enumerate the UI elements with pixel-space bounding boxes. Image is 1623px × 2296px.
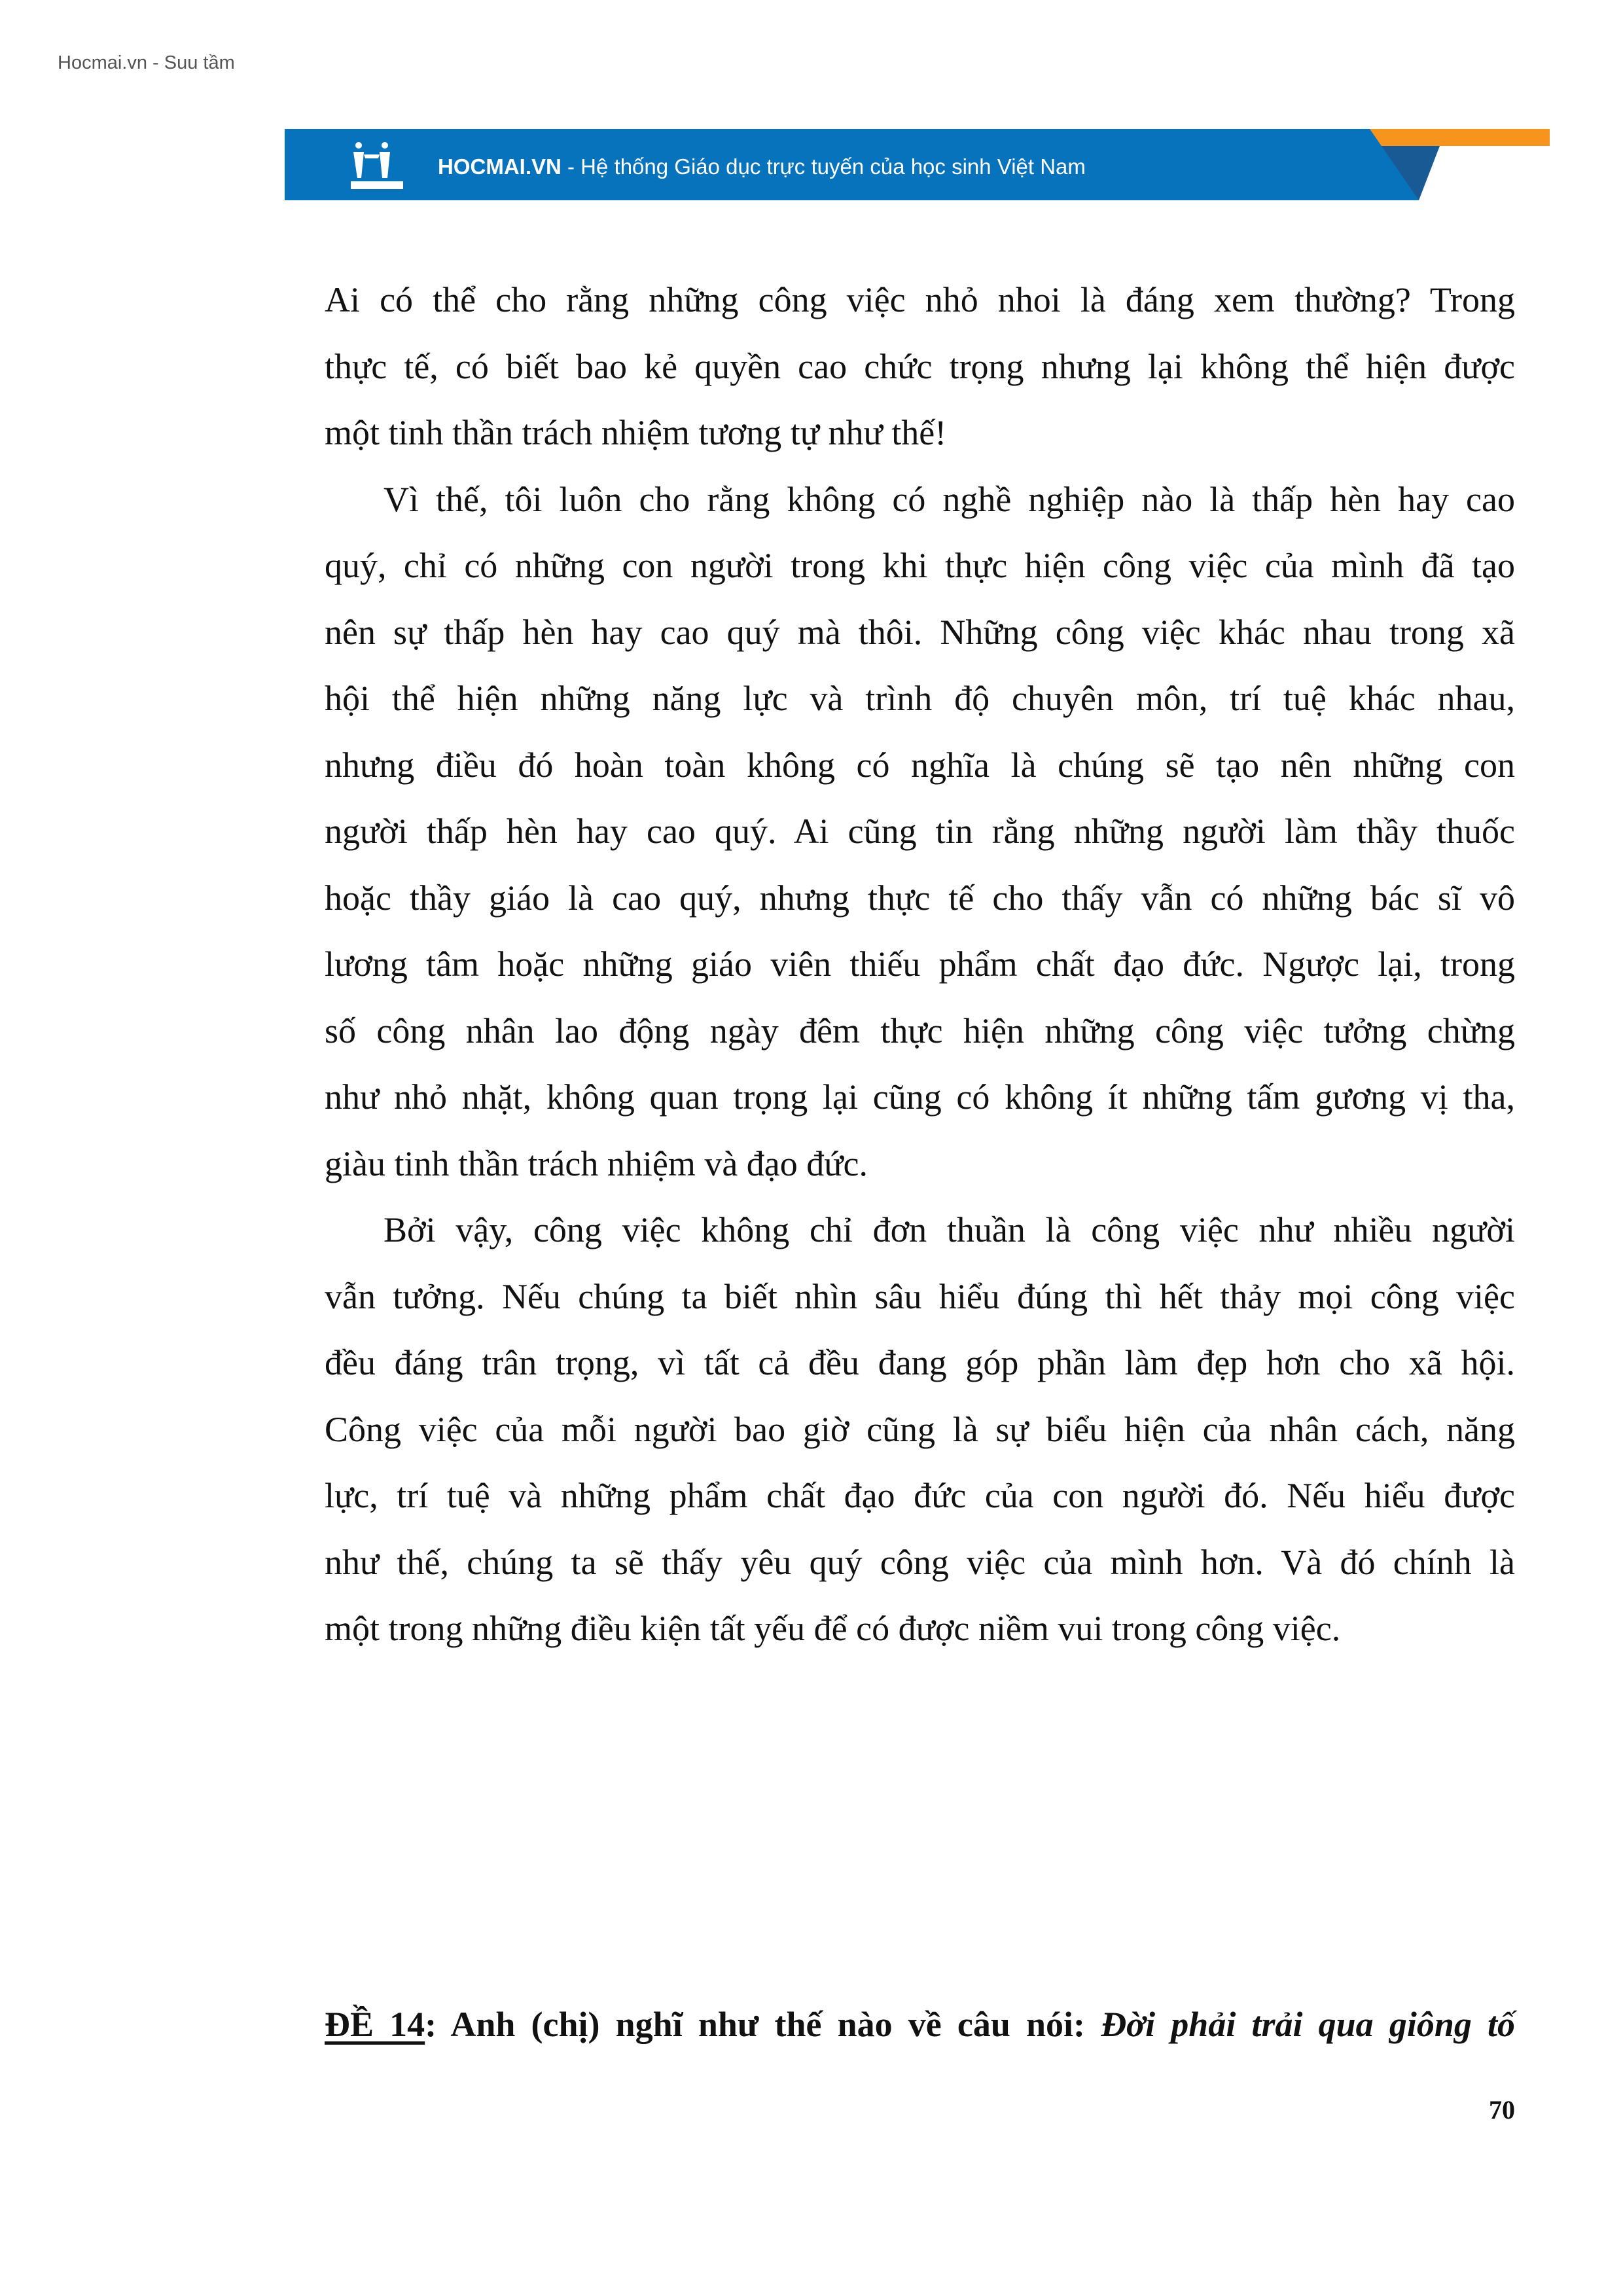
text-line: Ai có thể cho rằng những công việc nhỏ nhoi là đáng xem thường? Trong <box>325 280 1515 319</box>
text-line: hội thể hiện những năng lực và trình độ chuyên môn, trí tuệ khác nhau, <box>325 679 1515 718</box>
text-line: một tinh thần trách nhiệm tương tự như thế! <box>325 413 947 452</box>
heading-quote: Đời phải trải qua giông tố <box>1101 2005 1516 2044</box>
page-number: 70 <box>1489 2095 1515 2125</box>
heading-label: ĐỀ 14 <box>325 2005 425 2044</box>
banner-text <box>438 154 1086 179</box>
text-line: như thế, chúng ta sẽ thấy yêu quý công việc của mình hơn. Và đó chính là <box>325 1542 1515 1582</box>
essay-heading <box>325 1992 1515 2057</box>
text-line: nhưng điều đó hoàn toàn không có nghĩa là chúng sẽ tạo nên những con <box>325 745 1515 785</box>
text-line: hoặc thầy giáo là cao quý, nhưng thực tế cho thấy vẫn có những bác sĩ vô <box>325 878 1515 918</box>
text-line: lương tâm hoặc những giáo viên thiếu phẩm chất đạo đức. Ngược lại, trong <box>325 944 1515 984</box>
banner-tagline: - Hệ thống Giáo dục trực tuyến của học sinh Việt Nam <box>561 154 1086 179</box>
text-line: Bởi vậy, công việc không chỉ đơn thuần là công việc như nhiều người <box>383 1210 1515 1249</box>
text-line: đều đáng trân trọng, vì tất cả đều đang góp phần làm đẹp hơn cho xã hội. <box>325 1343 1515 1382</box>
text-line: Công việc của mỗi người bao giờ cũng là sự biểu hiện của nhân cách, năng <box>325 1409 1515 1449</box>
banner-brand: HOCMAI.VN <box>438 154 562 179</box>
heading-text: : Anh (chị) nghĩ như thế nào về câu nói: <box>425 2005 1101 2044</box>
body-text <box>325 267 1515 1662</box>
banner-orange-stripe <box>1370 129 1550 146</box>
text-line: quý, chỉ có những con người trong khi thực hiện công việc của mình đã tạo <box>325 546 1515 585</box>
text-line: vẫn tưởng. Nếu chúng ta biết nhìn sâu hiểu đúng thì hết thảy mọi công việc <box>325 1276 1515 1316</box>
text-line: nên sự thấp hèn hay cao quý mà thôi. Những công việc khác nhau trong xã <box>325 612 1515 652</box>
source-label: Hocmai.vn - Suu tầm <box>58 52 235 73</box>
text-line: một trong những điều kiện tất yếu để có được niềm vui trong công việc. <box>325 1609 1341 1648</box>
text-line: thực tế, có biết bao kẻ quyền cao chức trọng nhưng lại không thể hiện được <box>325 346 1515 386</box>
text-line: lực, trí tuệ và những phẩm chất đạo đức của con người đó. Nếu hiểu được <box>325 1476 1515 1515</box>
text-line: như nhỏ nhặt, không quan trọng lại cũng có không ít những tấm gương vị tha, <box>325 1077 1515 1117</box>
text-line: người thấp hèn hay cao quý. Ai cũng tin rằng những người làm thầy thuốc <box>325 812 1515 851</box>
text-line: giàu tinh thần trách nhiệm và đạo đức. <box>325 1143 868 1183</box>
text-line: số công nhân lao động ngày đêm thực hiện những công việc tưởng chừng <box>325 1011 1515 1050</box>
text-line: Vì thế, tôi luôn cho rằng không có nghề nghiệp nào là thấp hèn hay cao <box>383 479 1515 519</box>
